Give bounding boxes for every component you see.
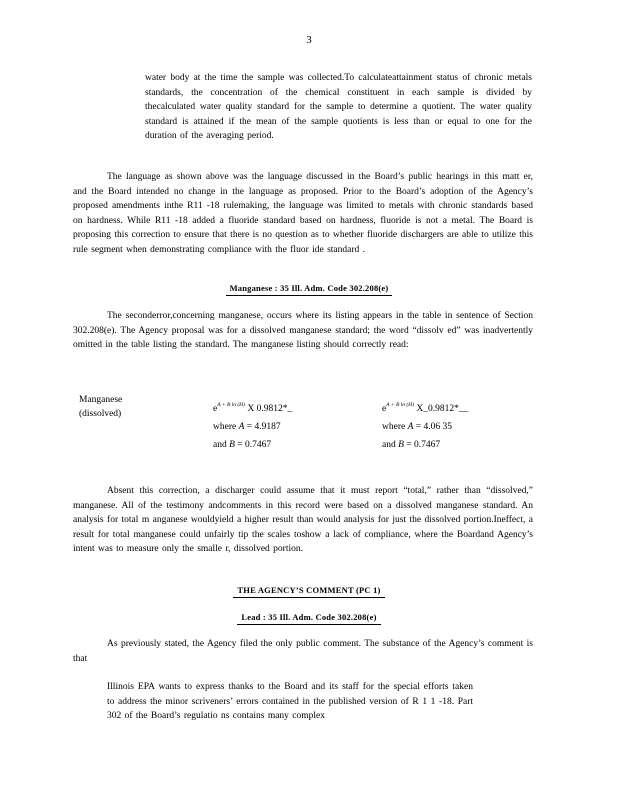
- table-acute-column: [213, 398, 292, 452]
- table-substance-cell: [79, 393, 122, 421]
- page-number: 3: [306, 34, 312, 46]
- section-heading-lead: [0, 612, 618, 625]
- block-quote-calculation: water body at the time the sample was collected.To calculateattainment status of chronic metals standards, the concentration of the chemical constituent in each sample is divided by thecalculated water quality standard for the sample to determine a quotient. The water quality standard is attained if the mean of the sample quotients is less than or equal to one for the duration of the averaging period.: [145, 73, 532, 141]
- section-heading-manganese-text: Manganese : 35 Ill. Adm. Code 302.208(e): [226, 283, 393, 296]
- chronic-formula: $e^{A + B ln (H)}$ X_0.9812*__: [382, 402, 469, 414]
- chronic-and-line: and B = 0.7467: [382, 440, 441, 450]
- table-chronic-column: [382, 398, 468, 452]
- section-heading-agency-comment: [0, 585, 618, 598]
- acute-formula: $e^{A + B ln (H)}$ X 0.9812*_: [213, 402, 293, 414]
- block-quote-illinois-epa: Illinois EPA wants to express thanks to the Board and its staff for the special efforts taken to address the minor scriveners’ errors contained in the published version of R 1 1 -18. Part 302 of the Board’s regulatio ns contains many complex: [107, 682, 473, 721]
- paragraph-public-comment: As previously stated, the Agency filed the only public comment. The substance of the Agency’s comment is that: [73, 639, 533, 664]
- paragraph-second-error: The seconderror,concerning manganese, occurs where its listing appears in the table in sentence of Section 302.208(e). The Agency proposal was for a dissolved manganese standard; the word “dissolv ed” was inadvertently omitted in the table listing the standard. The manganese listing should correctly read:: [73, 311, 533, 350]
- section-heading-agency-comment-text: THE AGENCY’S COMMENT (PC 1): [233, 585, 384, 598]
- section-heading-manganese: [0, 283, 618, 296]
- section-heading-lead-text: Lead : 35 Ill. Adm. Code 302.208(e): [237, 612, 380, 625]
- paragraph-absent-correction: Absent this correction, a discharger could assume that it must report “total,” rather than “dissolved,” manganese. All of the testimony andcomments in this record were based on a dissolved manganese standard. An analysis for total m anganese wouldyield a higher result than would analysis for just the dissolved portion.Ineffect, a result for total manganese could unfairly tip the scales toshow a lack of compliance, where the Boardand Agency’s intent was to measure only the smalle r, dissolved portion.: [73, 486, 533, 554]
- substance-name: Manganese: [79, 395, 123, 405]
- substance-qualifier: (dissolved): [79, 409, 122, 419]
- acute-and-line: and B = 0.7467: [213, 440, 272, 450]
- paragraph-language-discussion: The language as shown above was the language discussed in the Board’s public hearings in this matt er, and the Board intended no change in the language as proposed. Prior to the Board’s adoption of the Agency’s proposed amendments inthe R11 -18 rulemaking, the language was limited to metals with chronic standards based on hardness. While R11 -18 added a fluoride standard based on hardness, fluoride is not a metal. The Board is proposing this correction to ensure that there is no question as to whether fluoride dischargers are able to utilize this rule segment when demonstrating compliance with the fluor ide standard .: [73, 172, 533, 255]
- acute-where-line: where A = 4.9187: [213, 422, 281, 432]
- chronic-where-line: where A = 4.06 35: [382, 422, 453, 432]
